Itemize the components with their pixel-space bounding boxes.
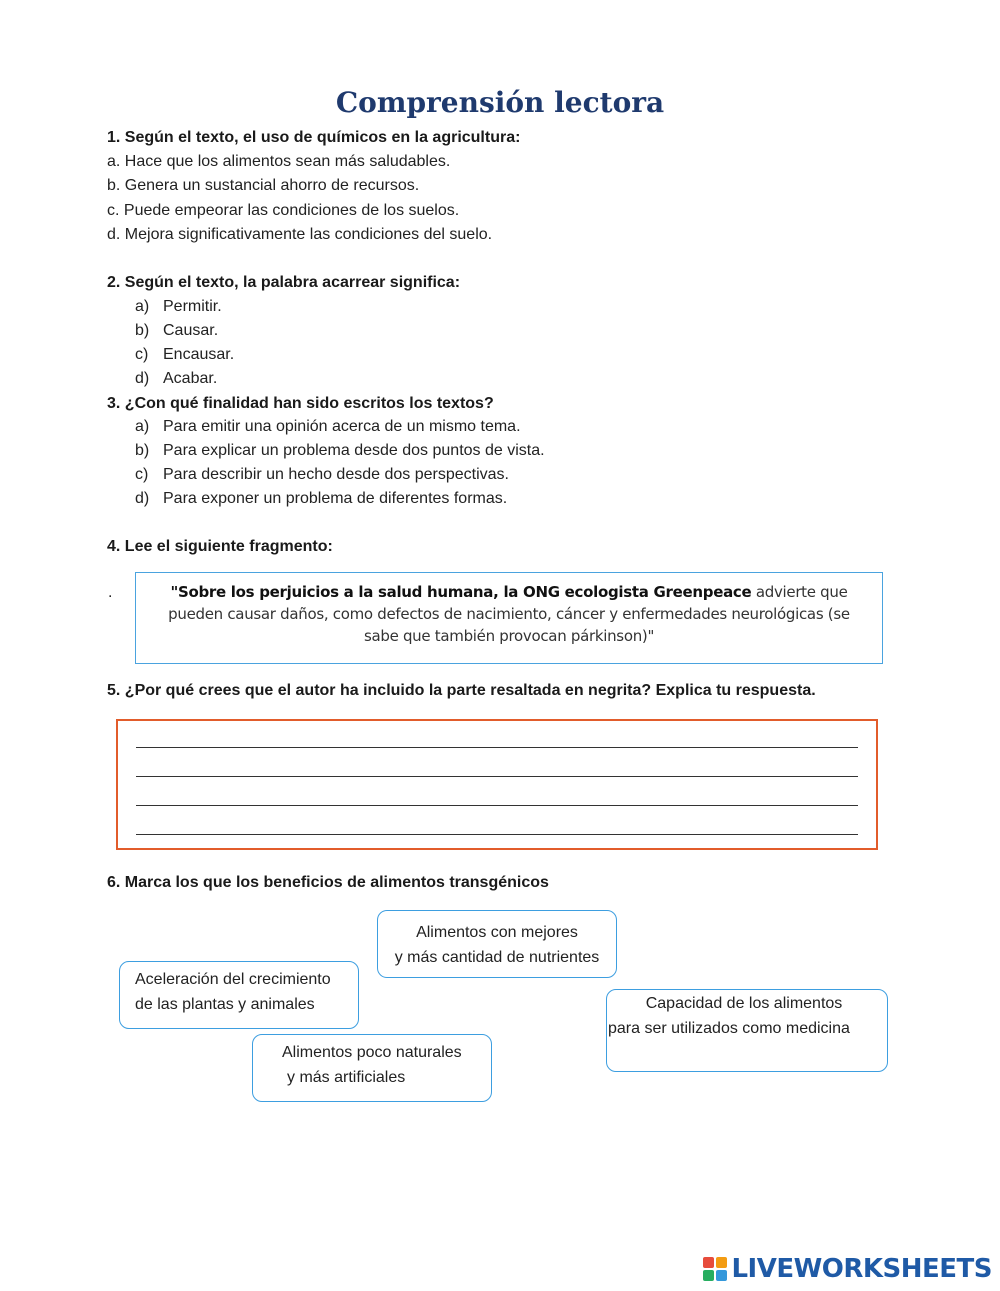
option-letter: d) [135, 490, 150, 507]
choice-less-natural[interactable] [252, 1034, 492, 1102]
q1-option-d: d. Mejora significativamente las condiciones del suelo. [107, 226, 493, 243]
choice-growth-acceleration[interactable] [119, 961, 359, 1029]
answer-line-2[interactable] [136, 776, 858, 777]
brand-name: LIVEWORKSHEETS [731, 1254, 992, 1284]
option-text: Causar. [163, 322, 219, 339]
liveworksheets-icon [703, 1257, 727, 1281]
option-text: Encausar. [163, 346, 235, 363]
q3-option-d [135, 490, 507, 508]
q2-option-d [135, 370, 217, 388]
choice-line-2: y más cantidad de nutrientes [394, 949, 600, 966]
q1-option-b: b. Genera un sustancial ahorro de recursos. [107, 177, 420, 194]
option-letter: c) [135, 466, 149, 483]
option-text: Permitir. [163, 298, 222, 315]
question-3: 3. ¿Con qué finalidad han sido escritos los textos? [107, 395, 494, 412]
choice-line-1: Alimentos poco naturales [282, 1044, 462, 1061]
choice-more-nutrients[interactable] [377, 910, 617, 978]
question-5: 5. ¿Por qué crees que el autor ha incluido la parte resaltada en negrita? Explica tu respuesta. [107, 682, 816, 699]
answer-line-4[interactable] [136, 834, 858, 835]
choice-line-2: de las plantas y animales [135, 996, 315, 1013]
quote-fragment-box [135, 572, 883, 664]
fragment-bullet: . [108, 584, 113, 601]
choice-line-1: Aceleración del crecimiento [135, 971, 331, 988]
answer-line-3[interactable] [136, 805, 858, 806]
option-letter: a) [135, 298, 150, 315]
choice-line-2: y más artificiales [287, 1069, 406, 1086]
option-letter: d) [135, 370, 150, 387]
q3-option-a [135, 418, 521, 436]
question-4: 4. Lee el siguiente fragmento: [107, 538, 333, 555]
option-letter: b) [135, 442, 150, 459]
choice-line-1: Alimentos con mejores [416, 924, 578, 941]
option-letter: c) [135, 346, 149, 363]
option-text: Para exponer un problema de diferentes formas. [163, 490, 508, 507]
question-2: 2. Según el texto, la palabra acarrear significa: [107, 274, 461, 291]
q2-option-c [135, 346, 234, 364]
answer-box[interactable] [116, 719, 878, 850]
question-6: 6. Marca los que los beneficios de alimentos transgénicos [107, 874, 549, 891]
option-text: Para describir un hecho desde dos perspectivas. [163, 466, 509, 483]
q3-option-c [135, 466, 509, 484]
q2-option-b [135, 322, 218, 340]
q3-option-b [135, 442, 545, 460]
q1-option-c: c. Puede empeorar las condiciones de los suelos. [107, 202, 460, 219]
option-text: Para emitir una opinión acerca de un mismo tema. [163, 418, 521, 435]
choice-line-1: Capacidad de los alimentos [645, 995, 843, 1012]
answer-line-1[interactable] [136, 747, 858, 748]
question-1: 1. Según el texto, el uso de químicos en la agricultura: [107, 129, 521, 146]
q1-option-a: a. Hace que los alimentos sean más saludables. [107, 153, 451, 170]
quote-text: advierte que pueden causar daños, como defectos de nacimiento, cáncer y enfermedades neurológicas (se sabe que también provocan párkinson)" [168, 583, 850, 645]
choice-medicine[interactable] [606, 989, 888, 1072]
option-letter: a) [135, 418, 150, 435]
option-text: Para explicar un problema desde dos puntos de vista. [163, 442, 545, 459]
choice-line-2: para ser utilizados como medicina [608, 1020, 850, 1037]
liveworksheets-logo [703, 1252, 992, 1286]
option-letter: b) [135, 322, 150, 339]
quote-bold-text: "Sobre los perjuicios a la salud humana, la ONG ecologista Greenpeace [170, 583, 752, 601]
option-text: Acabar. [163, 370, 218, 387]
page-title: Comprensión lectora [335, 86, 665, 119]
q2-option-a [135, 298, 222, 316]
